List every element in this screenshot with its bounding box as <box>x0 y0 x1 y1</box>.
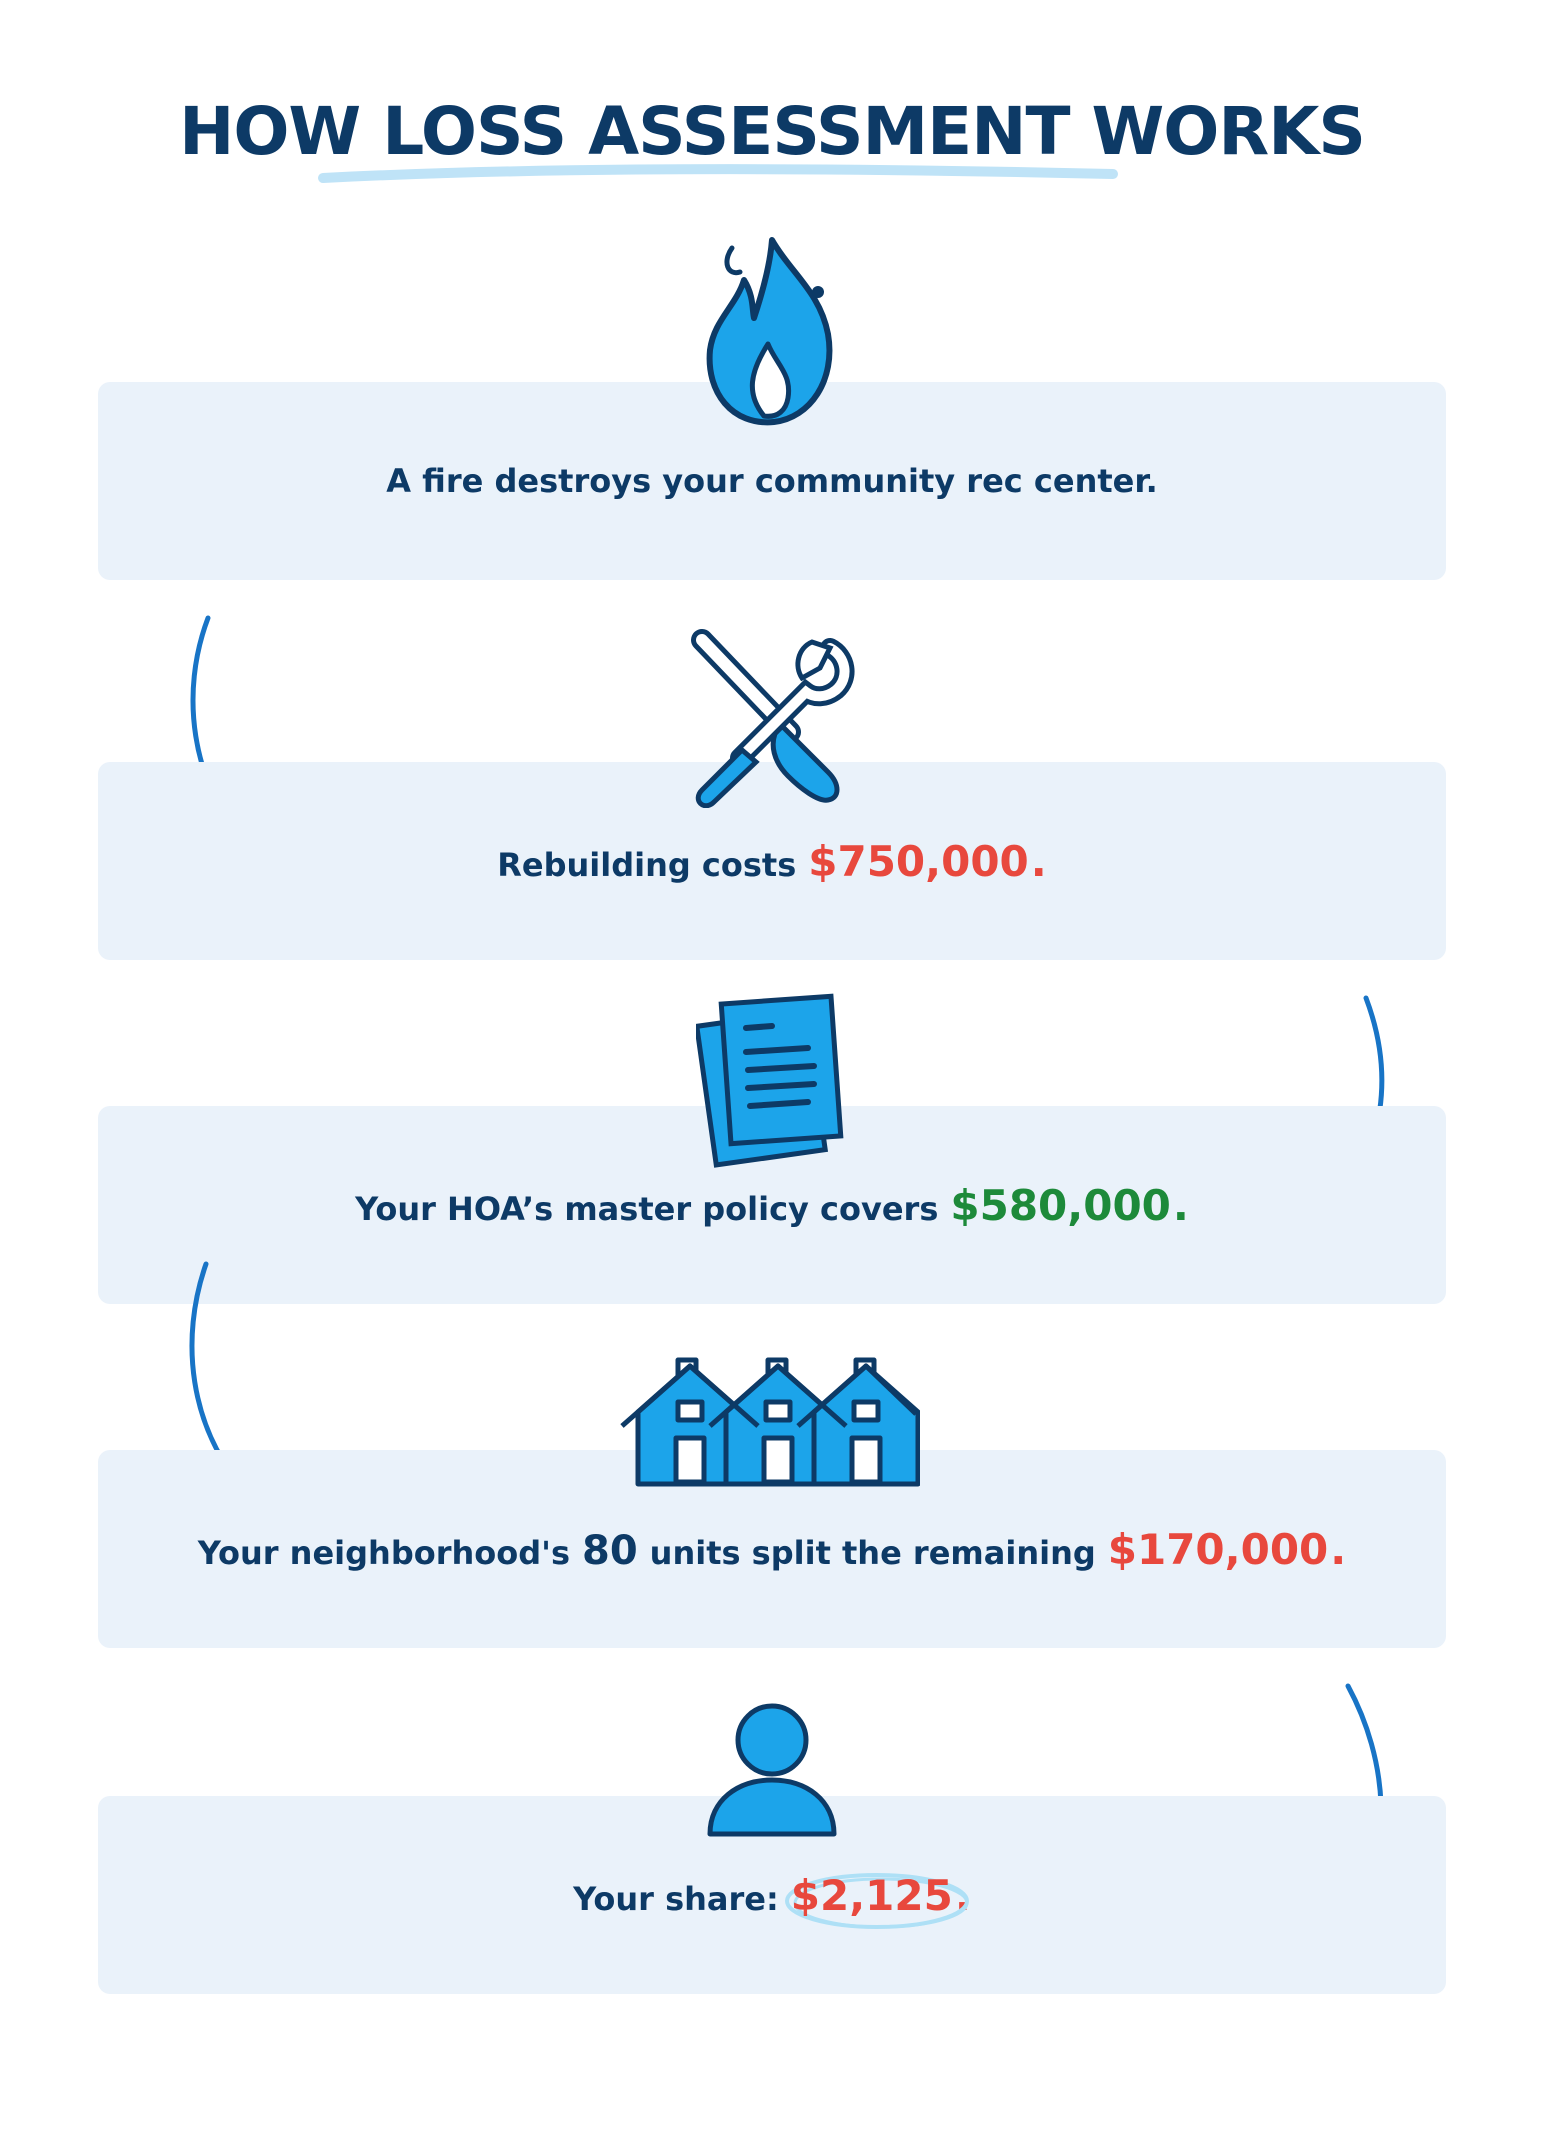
unit-count: 80 <box>581 1527 638 1574</box>
step-text: units split the remaining <box>649 1533 1096 1572</box>
step-text: Your neighborhood's <box>197 1533 570 1572</box>
period: . <box>954 1870 971 1920</box>
title-underline <box>318 160 1118 190</box>
step-text: A fire destroys your community rec center. <box>386 462 1158 500</box>
period: . <box>1330 1524 1347 1574</box>
page-title: HOW LOSS ASSESSMENT WORKS <box>179 93 1365 170</box>
step-text: Rebuilding costs <box>497 845 797 884</box>
person-icon <box>704 1700 840 1840</box>
policy-cover-amount: $580,000 <box>950 1180 1171 1230</box>
period: . <box>1172 1180 1189 1230</box>
step-text: Your HOA’s master policy covers <box>355 1189 939 1228</box>
your-share-amount: $2,125 <box>790 1870 953 1920</box>
fire-icon <box>692 232 848 432</box>
rebuild-cost-amount: $750,000 <box>808 836 1029 886</box>
houses-icon <box>620 1354 920 1490</box>
document-icon <box>696 990 856 1170</box>
step-text: Your share: <box>573 1879 779 1918</box>
period: . <box>1030 836 1047 886</box>
tools-icon <box>680 628 860 808</box>
remaining-amount: $170,000 <box>1107 1524 1329 1574</box>
